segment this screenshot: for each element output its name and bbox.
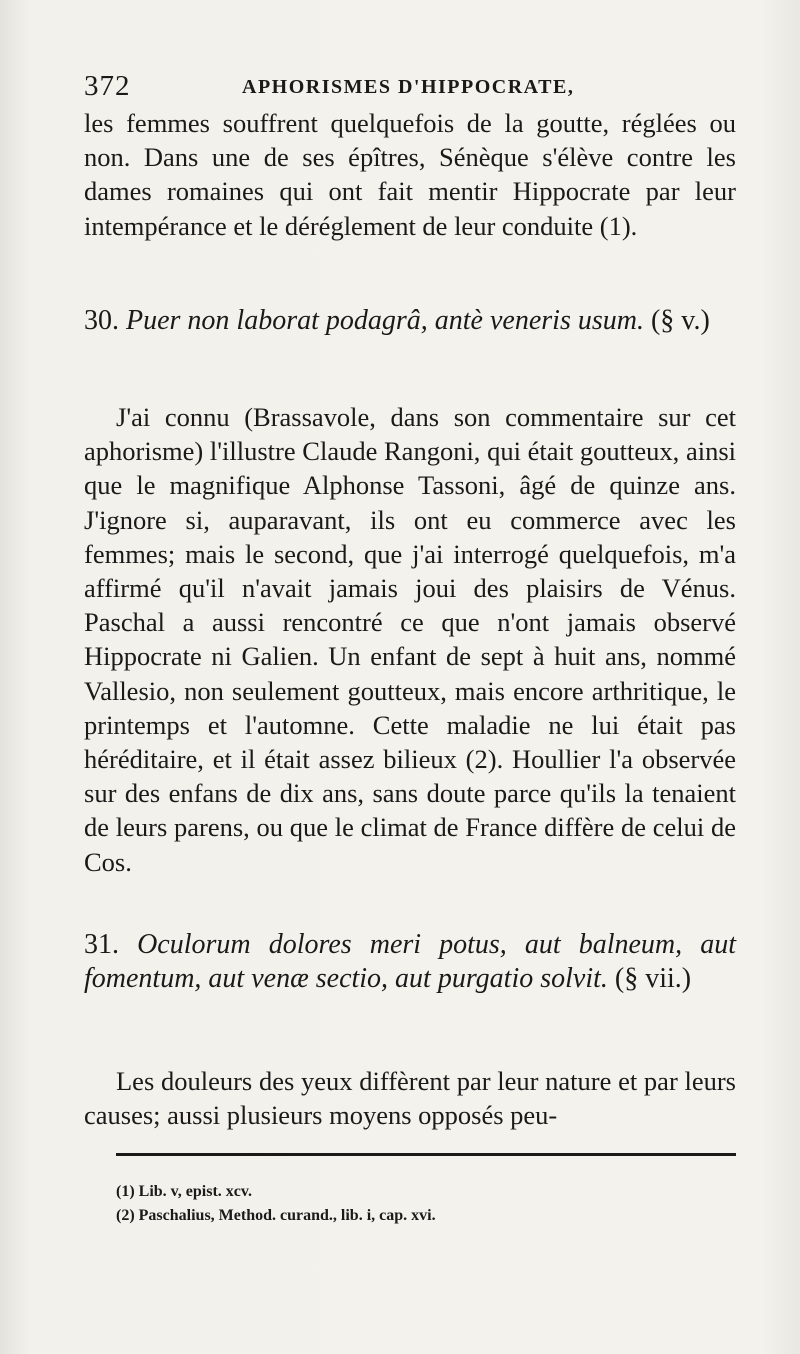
footnote-1: (1) Lib. v, epist. xcv. — [116, 1183, 253, 1200]
commentary-31 — [84, 1064, 736, 1132]
aphorism-31-heading — [84, 928, 736, 996]
aphorism-reference: (§ vii.) — [614, 963, 692, 994]
aphorism-latin-text: Puer non laborat podagrâ, antè veneris usum. — [126, 305, 644, 336]
running-title: APHORISMES D'HIPPOCRATE, — [242, 76, 575, 98]
footnotes — [116, 1180, 736, 1228]
aphorism-30-heading — [84, 304, 736, 338]
aphorism-number: 30. — [84, 305, 119, 336]
aphorism-number: 31. — [84, 929, 119, 960]
aphorism-reference: (§ v.) — [650, 305, 710, 336]
paragraph-2: J'ai connu (Brassavole, dans son commentaire sur cet aphorisme) l'illustre Claude Rangoni, qui était goutteux, ainsi que le magnifique Alphonse Tassoni, âgé de quinze ans. J'ignore si, auparavant, ils ont eu commerce avec les femmes; mais le second, que j'ai interrogé quelquefois, m'a affirmé qu'il n'avait jamais joui des plaisirs de Vénus. Paschal a aussi rencontré ce que n'ont jamais observé Hippocrate ni Galien. Un enfant de sept à huit ans, nommé Vallesio, non seulement goutteux, mais encore arthritique, le printemps et l'automne. Cette maladie ne lui était pas héréditaire, et il était assez bilieux (2). Houllier l'a observée sur des enfans de dix ans, sans doute parce qu'ils la tenaient de leurs parens, ou que le climat de France diffère de celui de Cos. — [84, 402, 736, 877]
paragraph-1: les femmes souffrent quelquefois de la goutte, réglées ou non. Dans une de ses épîtres, Sénèque s'élève contre les dames romaines qui ont fait mentir Hippocrate par leur intempérance et le déréglement de leur conduite (1). — [84, 108, 736, 241]
page-header — [84, 70, 734, 106]
commentary-30 — [84, 400, 736, 879]
aphorism-latin-text: Oculorum dolores meri potus, aut balneum, aut fomentum, aut venæ sectio, aut purgatio solvit. — [84, 929, 736, 994]
paragraph-continuation — [84, 106, 736, 243]
page-number: 372 — [84, 70, 131, 102]
footnote-2: (2) Paschalius, Method. curand., lib. i, cap. xvi. — [116, 1207, 436, 1224]
footnote-rule — [116, 1153, 736, 1156]
paragraph-3: Les douleurs des yeux diffèrent par leur nature et par leurs causes; aussi plusieurs moyens opposés peu- — [84, 1066, 736, 1131]
